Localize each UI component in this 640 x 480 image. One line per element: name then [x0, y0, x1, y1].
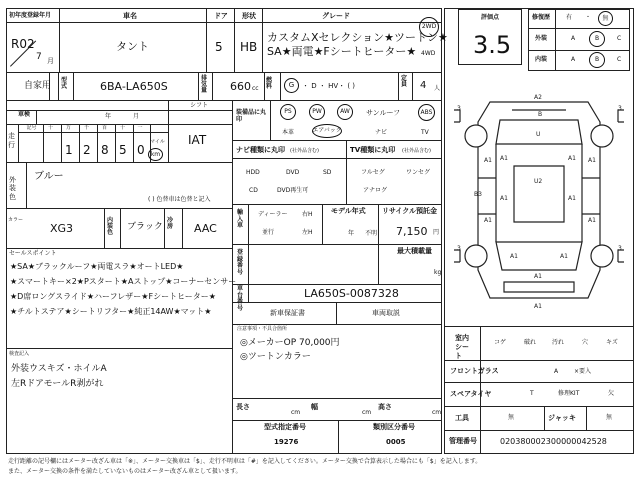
spare-missing: 欠 — [608, 390, 615, 397]
seat-tear: 破れ — [524, 339, 537, 346]
model-year-label: モデル年式 — [331, 207, 366, 215]
digit-label-4: 百 — [102, 125, 108, 131]
inspection-notes-label: 検査記入 — [9, 351, 30, 357]
equip-leather: 本革 — [282, 129, 295, 136]
sales-point-2: ★D席ロングスライド★ハーフレザー★Fシートヒーター★ — [10, 292, 216, 301]
inspection-note-1: 外装ウスキズ・ホイルA — [11, 364, 107, 374]
recycle-fee: 7,150 — [396, 225, 428, 238]
chassis-number: LA650S-0087328 — [304, 287, 399, 300]
diag-label-a1-10: A1 — [560, 253, 568, 260]
score-label: 評価点 — [481, 14, 500, 21]
tv-fullseg: フルセグ — [361, 169, 385, 176]
displacement: 660 — [230, 80, 251, 93]
car-name-label: 車名 — [123, 12, 137, 20]
import-parallel: 並行 — [262, 229, 275, 236]
inspection-label: 車検 — [18, 111, 31, 118]
spare-repair-kit: 修理KIT — [558, 390, 580, 397]
repair-yes: 有 — [566, 14, 573, 21]
diag-label-a1-8: A1 — [588, 217, 596, 224]
control-number: 020380002300000042528 — [500, 437, 607, 446]
recycle-yen: 円 — [433, 229, 440, 236]
diag-label-a1-9: A1 — [510, 253, 518, 260]
diag-label-b3: B3 — [474, 191, 482, 198]
tv-note: (社外品含む) — [402, 148, 431, 154]
mileage-digit-2: 8 — [101, 143, 109, 157]
seat-stain: 汚れ — [552, 339, 565, 346]
diag-label-a1-11: A1 — [534, 273, 542, 280]
digit-label-2: 万 — [66, 125, 72, 131]
displacement-label: 排気量 — [201, 75, 208, 94]
diag-label-a1-5: A1 — [484, 157, 492, 164]
height-label: 高さ — [378, 403, 392, 411]
kg-unit: kg — [434, 269, 442, 276]
seat-label: 室内シート — [455, 334, 469, 361]
capacity: 4 — [420, 80, 427, 91]
navi-cd: CD — [249, 187, 258, 194]
diag-label-a2: A2 — [534, 94, 542, 101]
ac-type: AAC — [194, 222, 217, 235]
equip-pw: PW — [309, 104, 325, 120]
height-cm: cm — [432, 409, 442, 416]
model-year-unknown: 不明 — [365, 230, 378, 237]
length-cm: cm — [291, 409, 301, 416]
equip-ps: PS — [280, 104, 296, 120]
vehicle-manual: 車両取説 — [372, 309, 400, 317]
note-2: ◎ツートンカラー — [240, 352, 311, 362]
score-value: 3.5 — [473, 31, 512, 59]
repair-sep: ・ — [585, 14, 592, 21]
mileage-label: 走行 — [8, 132, 15, 150]
type-designation: 19276 — [274, 438, 299, 446]
new-car-warranty: 新車保証書 — [270, 309, 305, 317]
reg-no-label: 登録番号 — [237, 249, 244, 276]
int-grade-a: A — [571, 56, 576, 63]
shift-label: シフト — [190, 102, 209, 109]
right-hand: 右H — [302, 211, 313, 218]
equipment-label: 装備品に丸印 — [236, 109, 267, 124]
navi-note: (社外品含む) — [290, 148, 319, 154]
notes-label: 注意事項・不具合箇所 — [237, 326, 288, 332]
sales-point-0: ★SA★ブラックルーフ★両電スラ★オートLED★ — [10, 262, 184, 271]
jack-value: 無 — [606, 414, 613, 421]
interior-color-label: 内装色 — [107, 217, 114, 236]
sales-point-3: ★チルトステア★シートリフター★純正14AW★マット★ — [10, 307, 212, 316]
exterior-color-label: 外装色 — [9, 176, 16, 201]
door-label: ドア — [214, 12, 228, 20]
mileage-digit-0: 1 — [65, 143, 73, 157]
seat-burn: コゲ — [494, 339, 507, 346]
door-count: 5 — [215, 40, 223, 54]
navi-hdd: HDD — [246, 169, 260, 176]
fuel-options: ・ D ・ HV・ ( ) — [302, 82, 356, 90]
diag-label-a1-3: A1 — [500, 195, 508, 202]
equip-aw: AW — [337, 104, 353, 120]
length-label: 長さ — [236, 403, 250, 411]
windshield-replace: ×要入 — [574, 368, 592, 375]
navi-sd: SD — [323, 169, 332, 176]
drive-2wd-circle: 2WD — [419, 17, 439, 37]
diag-label-a1-6: A1 — [588, 157, 596, 164]
first-reg-label: 初年度登録年月 — [9, 12, 52, 19]
footer-note-1: 走行距離の記号欄にはメーター改ざん車は「※」、メーター交換車は「$」、走行不明車は「#」を記入してください。メーター交換で合算表示した場合にも「$」を記入します。 — [8, 458, 482, 465]
note-1: ◎メーカーOP 70,000円 — [240, 338, 340, 348]
diag-label-u: U — [536, 131, 541, 138]
ext-grade-a: A — [571, 35, 576, 42]
grade-line-1: カスタムXセレクション★ツートン★ — [267, 31, 448, 44]
inspection-year: 年 — [105, 113, 112, 120]
windshield-label: フロントガラス — [450, 367, 499, 375]
equip-airbag: エアバック — [312, 124, 342, 138]
diag-label-a1-7: A1 — [484, 217, 492, 224]
interior-color: ブラック — [127, 222, 163, 232]
model-year-unit: 年 — [348, 230, 355, 237]
windshield-a: A — [554, 368, 559, 375]
km-circle: km — [148, 148, 163, 161]
digit-label-1: 十 — [48, 125, 54, 131]
diag-label-a1-1: A1 — [500, 155, 508, 162]
spare-tire-label: スペアタイヤ — [450, 390, 492, 398]
digit-label-3: 千 — [84, 125, 90, 131]
interior-grade-label: 内装 — [535, 56, 548, 63]
mileage-digit-1: 2 — [83, 143, 91, 157]
exterior-grade-label: 外装 — [535, 35, 548, 42]
int-grade-b-circle: B — [589, 52, 605, 68]
color-number: XG3 — [50, 222, 74, 235]
mileage-digit-4: 0 — [137, 143, 145, 157]
inspection-note-2: 左RドアモールR剥がれ — [11, 379, 104, 389]
wheel-label-fl: 3 — [457, 105, 461, 112]
max-load-label: 最大積載量 — [397, 247, 432, 255]
diag-label-a1-4: A1 — [568, 195, 576, 202]
shift-value: IAT — [188, 133, 207, 147]
import-label: 輸入車 — [237, 209, 244, 230]
tv-oneseg: ワンセグ — [406, 169, 431, 176]
tools-label: 工具 — [455, 414, 469, 422]
jack-label: ジャッキ — [548, 414, 576, 422]
navi-dvd-play: DVD再生可 — [277, 187, 309, 194]
left-hand: 左H — [302, 229, 313, 236]
width-cm: cm — [362, 409, 372, 416]
inspection-month: 月 — [133, 113, 140, 120]
class-number: 0005 — [386, 438, 406, 446]
diag-label-a1-2: A1 — [568, 155, 576, 162]
color-change-note: ( ) 色替車は色替と記入 — [148, 196, 211, 203]
navi-dvd: DVD — [286, 169, 300, 176]
ac-label: 冷房 — [167, 217, 174, 230]
first-reg-month: 7 — [36, 52, 42, 62]
equip-abs: ABS — [418, 104, 435, 121]
capacity-unit: 人 — [434, 85, 441, 92]
tv-type-label: TV種類に丸印 — [350, 146, 396, 154]
footer-note-2: また、メーター交換の条件を満たしていないものはメーター改ざん車として扱います。 — [8, 468, 242, 475]
width-label: 幅 — [311, 403, 318, 411]
chassis-label: 車台番号 — [237, 285, 244, 312]
control-number-label: 管理番号 — [449, 437, 477, 445]
equip-navi: ナビ — [375, 129, 388, 136]
equip-sunroof: サンルーフ — [366, 109, 401, 117]
seat-scratch: キズ — [606, 339, 618, 346]
shape-label: 形状 — [242, 12, 256, 20]
int-grade-c: C — [617, 56, 622, 63]
month-unit: 月 — [47, 57, 54, 65]
digit-label-0: 記号 — [26, 125, 37, 131]
grade-line-2: SA★両電★Fシートヒーター★ — [267, 45, 417, 58]
grade-label: グレード — [322, 12, 350, 20]
tools-value: 無 — [508, 414, 515, 421]
drive-4wd: 4WD — [421, 50, 436, 57]
digit-label-5: 十 — [120, 125, 126, 131]
mile-label: マイル — [150, 139, 165, 145]
class-label: 類別区分番号 — [373, 423, 415, 431]
cc-unit: cc — [252, 85, 259, 92]
digit-label-6: 一 — [137, 125, 143, 131]
wheel-label-rl: 3 — [457, 245, 461, 252]
import-dealer: ディーラー — [258, 211, 288, 218]
repair-label: 修復歴 — [532, 14, 551, 21]
capacity-label: 定員 — [401, 75, 408, 88]
spare-t: T — [530, 390, 534, 397]
fuel-g-circle: G — [284, 78, 299, 93]
wheel-label-fr: 3 — [618, 105, 622, 112]
seat-hole: 穴 — [582, 339, 589, 346]
model-code: 6BA-LA650S — [100, 80, 168, 93]
tv-analog: アナログ — [363, 187, 388, 194]
recycle-label: リサイクル預託金 — [382, 207, 438, 215]
exterior-color: ブルー — [34, 171, 64, 182]
ext-grade-b-circle: B — [589, 31, 605, 47]
first-reg-year: R02 — [11, 37, 35, 51]
repair-no-circle: 無 — [598, 11, 613, 26]
ext-grade-c: C — [617, 35, 622, 42]
vehicle-damage-diagram — [448, 82, 630, 322]
type-designation-label: 型式指定番号 — [264, 423, 306, 431]
sales-point-1: ★スマートキー×2★Pスタート★Aストップ★コーナーセンサー — [10, 277, 237, 286]
use-type: 自家用 — [24, 81, 52, 91]
diag-label-b: B — [538, 111, 543, 118]
body-shape: HB — [240, 40, 258, 54]
navi-type-label: ナビ種類に丸印 — [236, 146, 285, 154]
car-name: タント — [116, 40, 149, 53]
color-no-label: カラー — [8, 217, 24, 223]
wheel-label-rr: 3 — [618, 245, 622, 252]
fuel-label: 燃料 — [266, 77, 273, 90]
equip-tv: TV — [421, 129, 429, 136]
mileage-digit-3: 5 — [119, 143, 127, 157]
sales-point-label: セールスポイント — [9, 250, 57, 257]
model-label: 型式 — [61, 77, 68, 90]
diag-label-u2: U2 — [534, 178, 543, 185]
diag-label-a1-12: A1 — [534, 303, 542, 310]
